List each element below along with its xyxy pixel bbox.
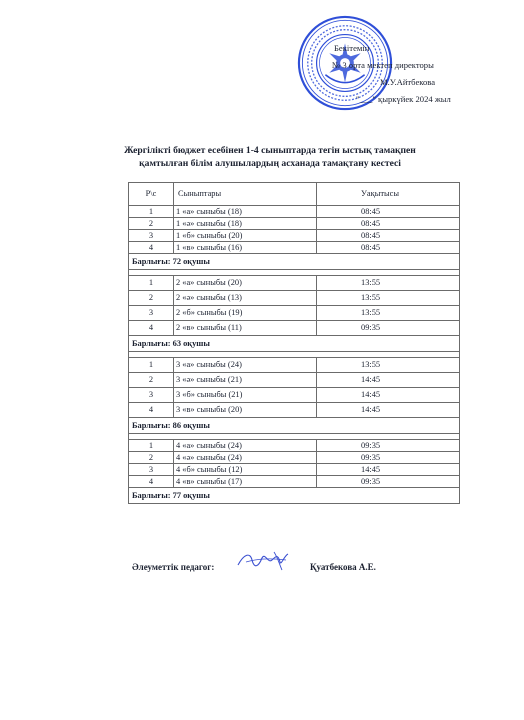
handwritten-signature	[234, 548, 294, 572]
row-number: 1	[129, 276, 174, 291]
meal-schedule-table	[128, 182, 460, 504]
row-class: 3 «а» сыныбы (24)	[174, 358, 317, 373]
footer-role: Әлеуметтік педагог:	[132, 562, 215, 572]
row-number: 1	[129, 206, 174, 218]
row-class: 4 «а» сыныбы (24)	[174, 440, 317, 452]
approval-date: "___" қыркүйек 2024 жыл	[356, 94, 451, 104]
row-number: 2	[129, 218, 174, 230]
table-row	[129, 306, 460, 321]
table-row	[129, 440, 460, 452]
row-class: 1 «в» сыныбы (16)	[174, 242, 317, 254]
row-class: 1 «б» сыныбы (20)	[174, 230, 317, 242]
table-row	[129, 388, 460, 403]
row-number: 4	[129, 403, 174, 418]
row-time: 08:45	[317, 206, 460, 218]
row-time: 14:45	[317, 373, 460, 388]
row-time: 13:55	[317, 306, 460, 321]
row-number: 4	[129, 321, 174, 336]
row-time: 08:45	[317, 218, 460, 230]
group-total-row	[129, 254, 460, 270]
row-class: 4 «б» сыныбы (12)	[174, 464, 317, 476]
title-line-1: Жергілікті бюджет есебінен 1-4 сыныптарда тегін ыстық тамақпен	[124, 145, 416, 156]
row-time: 14:45	[317, 403, 460, 418]
row-number: 2	[129, 291, 174, 306]
row-number: 1	[129, 440, 174, 452]
row-class: 3 «б» сыныбы (21)	[174, 388, 317, 403]
approval-position: № 3 орта мектеп директоры	[332, 60, 434, 70]
group-total: Барлығы: 77 оқушы	[129, 488, 460, 504]
row-class: 1 «ә» сыныбы (18)	[174, 218, 317, 230]
row-class: 2 «ә» сыныбы (13)	[174, 291, 317, 306]
row-time: 14:45	[317, 388, 460, 403]
table-row	[129, 358, 460, 373]
table-row	[129, 291, 460, 306]
table-row	[129, 373, 460, 388]
row-time: 09:35	[317, 321, 460, 336]
table-row	[129, 206, 460, 218]
table-row	[129, 403, 460, 418]
table-row	[129, 464, 460, 476]
row-time: 09:35	[317, 452, 460, 464]
approval-block	[330, 40, 520, 108]
group-total: Барлығы: 86 оқушы	[129, 418, 460, 434]
row-time: 13:55	[317, 291, 460, 306]
row-class: 3 «в» сыныбы (20)	[174, 403, 317, 418]
table-row	[129, 230, 460, 242]
table-header-row	[129, 183, 460, 206]
row-number: 3	[129, 388, 174, 403]
row-number: 3	[129, 464, 174, 476]
title-line-2: қамтылған білім алушылардың асханада тамақтану кестесі	[139, 158, 401, 169]
row-number: 3	[129, 230, 174, 242]
row-class: 1 «а» сыныбы (18)	[174, 206, 317, 218]
table-row	[129, 452, 460, 464]
row-class: 2 «в» сыныбы (11)	[174, 321, 317, 336]
document-title	[100, 144, 440, 170]
group-total-row	[129, 488, 460, 504]
row-time: 08:45	[317, 230, 460, 242]
table-row	[129, 321, 460, 336]
row-class: 2 «б» сыныбы (19)	[174, 306, 317, 321]
approval-title: Бекітемін	[334, 43, 370, 53]
group-total-row	[129, 418, 460, 434]
group-total-row	[129, 336, 460, 352]
header-number: Р\с	[129, 183, 174, 206]
table-row	[129, 218, 460, 230]
table-row	[129, 276, 460, 291]
row-time: 13:55	[317, 276, 460, 291]
row-number: 2	[129, 452, 174, 464]
row-class: 4 «в» сыныбы (17)	[174, 476, 317, 488]
row-number: 3	[129, 306, 174, 321]
row-time: 09:35	[317, 440, 460, 452]
row-time: 08:45	[317, 242, 460, 254]
approval-director-name: М.У.Айтбекова	[380, 77, 436, 87]
row-number: 2	[129, 373, 174, 388]
row-class: 3 «ә» сыныбы (21)	[174, 373, 317, 388]
group-total: Барлығы: 72 оқушы	[129, 254, 460, 270]
row-time: 09:35	[317, 476, 460, 488]
group-total: Барлығы: 63 оқушы	[129, 336, 460, 352]
row-time: 14:45	[317, 464, 460, 476]
row-time: 13:55	[317, 358, 460, 373]
header-time: Уақытысы	[317, 183, 460, 206]
row-number: 4	[129, 242, 174, 254]
table-row	[129, 242, 460, 254]
row-number: 1	[129, 358, 174, 373]
footer-name: Қуатбекова А.Е.	[310, 562, 376, 572]
row-class: 4 «ә» сыныбы (24)	[174, 452, 317, 464]
row-number: 4	[129, 476, 174, 488]
header-classes: Сыныптары	[174, 183, 317, 206]
row-class: 2 «а» сыныбы (20)	[174, 276, 317, 291]
table-row	[129, 476, 460, 488]
